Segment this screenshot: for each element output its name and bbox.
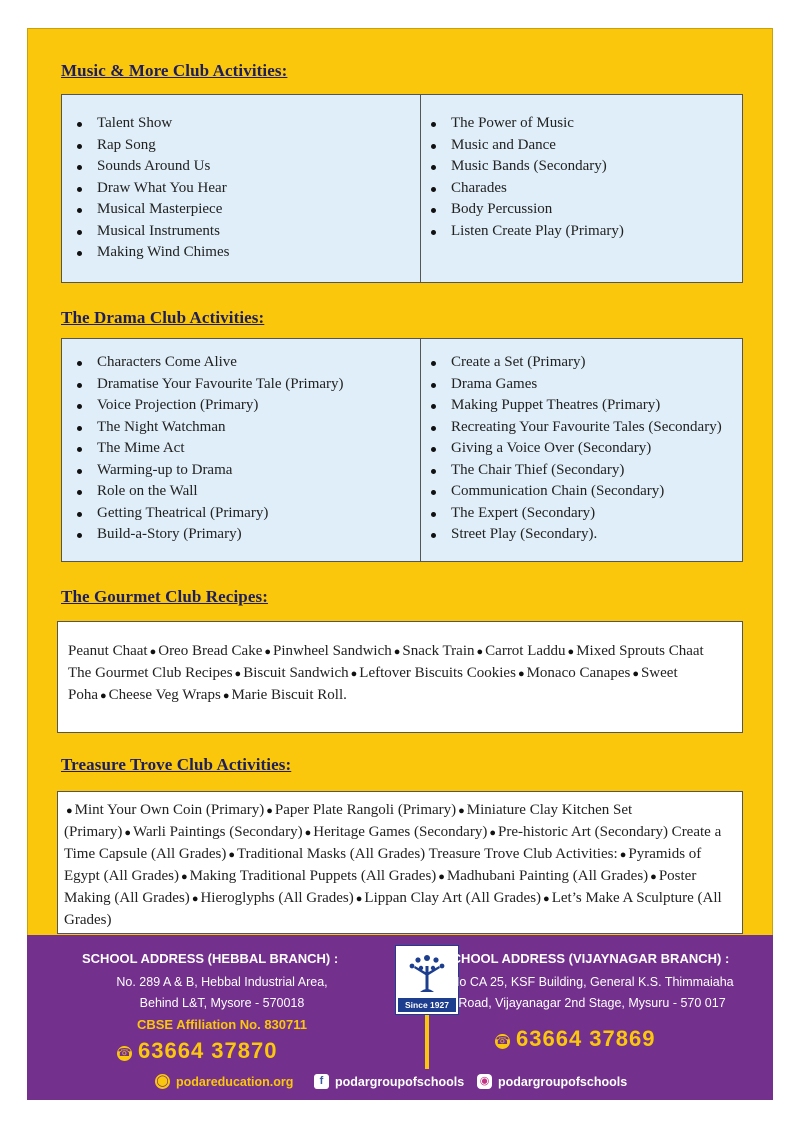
cbse-affiliation: CBSE Affiliation No. 830711 [136,1017,307,1032]
gourmet-box [57,621,743,733]
list-item: Music and Dance [429,135,624,157]
inline-item: Poster Making (All Grades) [64,868,697,906]
inline-item: Mint Your Own Coin (Primary) [74,802,265,818]
website-link[interactable] [155,1073,293,1091]
instagram-text: podargroupofschools [498,1075,628,1089]
list-item: The Chair Thief (Secondary) [429,460,722,482]
inline-item: Marie Biscuit Roll. [231,687,347,703]
bullet-separator: ● [619,849,627,861]
bullet-separator: ● [632,668,639,680]
inline-item: Paper Plate Rangoli (Primary) [274,802,457,818]
inline-item: Sweet Poha [68,665,678,703]
globe-icon: ◯ [156,1075,169,1088]
list-item: Body Percussion [429,199,624,221]
list-item: Create a Set (Primary) [429,352,722,374]
inline-item: Pyramids of Egypt (All Grades) [64,846,702,884]
bullet-separator: ● [304,827,312,839]
bullet-separator: ● [180,871,188,883]
vijaynagar-phone: 63664 37869 [516,1026,656,1051]
inline-item: Warli Paintings (Secondary) [132,824,303,840]
hebbal-address-heading: SCHOOL ADDRESS (HEBBAL BRANCH) : [82,951,339,966]
bullet-separator: ● [222,690,230,702]
music-right-list [429,113,624,242]
logo-stem [425,1015,429,1069]
music-divider [420,94,421,283]
inline-item: Oreo Bread Cake [158,643,263,659]
drama-right-list [429,352,722,546]
inline-item: Making Traditional Puppets (All Grades) [189,868,437,884]
bullet-separator: ● [438,871,445,883]
phone-icon: ☎ [117,1047,132,1060]
list-item: Characters Come Alive [75,352,344,374]
gourmet-section-title: The Gourmet Club Recipes: [61,587,268,606]
list-item: The Mime Act [75,438,344,460]
bullet-separator: ● [266,805,273,817]
inline-item: Miniature Clay Kitchen Set (Primary) [64,802,633,840]
music-box [61,94,743,283]
since-badge: Since 1927 [398,998,456,1012]
vijaynagar-phone-row[interactable] [495,1026,655,1052]
bullet-separator: ● [393,646,401,658]
instagram-link[interactable] [477,1073,627,1091]
inline-item: Mixed Sprouts Chaat The Gourmet Club Recipes [68,643,704,681]
inline-item: Cheese Veg Wraps [108,687,221,703]
list-item: Musical Instruments [75,221,229,243]
drama-divider [420,338,421,562]
bullet-separator: ● [264,646,272,658]
website-text: podareducation.org [176,1075,294,1089]
list-item: The Power of Music [429,113,624,135]
facebook-link[interactable] [314,1073,464,1091]
list-item: Warming-up to Drama [75,460,344,482]
bullet-separator: ● [66,805,73,817]
bullet-separator: ● [149,646,157,658]
list-item: Musical Masterpiece [75,199,229,221]
bullet-separator: ● [650,871,657,883]
footer [27,935,773,1100]
vijaynagar-address-line2: Road, Vijayanagar 2nd Stage, Mysuru - 570 017 [458,996,726,1010]
list-item: Sounds Around Us [75,156,229,178]
bullet-separator: ● [191,893,199,905]
list-item: Dramatise Your Favourite Tale (Primary) [75,374,344,396]
list-item: Recreating Your Favourite Tales (Secondary) [429,417,722,439]
list-item: The Expert (Secondary) [429,503,722,525]
music-section-title: Music & More Club Activities: [61,61,288,80]
bullet-separator: ● [228,849,235,861]
list-item: Drama Games [429,374,722,396]
list-item: Making Wind Chimes [75,242,229,264]
list-item: Street Play (Secondary). [429,524,722,546]
bullet-separator: ● [476,646,484,658]
list-item: Getting Theatrical (Primary) [75,503,344,525]
list-item: Rap Song [75,135,229,157]
hebbal-phone-row[interactable] [117,1038,277,1064]
inline-item: Snack Train [402,643,475,659]
inline-item: Biscuit Sandwich [243,665,349,681]
bullet-separator: ● [517,668,525,680]
instagram-icon: ◉ [477,1074,492,1089]
bullet-separator: ● [100,690,107,702]
inline-item: Heritage Games (Secondary) [313,824,488,840]
inline-item: Leftover Biscuits Cookies [359,665,516,681]
inline-item: Let’s Make A Sculpture (All Grades) [64,890,722,928]
music-left-list [75,113,229,264]
bullet-separator: ● [489,827,496,839]
inline-item: Pre-historic Art (Secondary) Create a Time Capsule (All Grades) [64,824,722,862]
hebbal-phone: 63664 37870 [138,1038,278,1063]
list-item: Music Bands (Secondary) [429,156,624,178]
hebbal-address-line2: Behind L&T, Mysore - 570018 [139,996,305,1010]
inline-item: Carrot Laddu [485,643,566,659]
list-item: Communication Chain (Secondary) [429,481,722,503]
inline-item: Peanut Chaat [68,643,148,659]
list-item: The Night Watchman [75,417,344,439]
inline-item: Lippan Clay Art (All Grades) [364,890,542,906]
inline-item: Madhubani Painting (All Grades) [446,868,649,884]
bullet-separator: ● [350,668,358,680]
drama-section-title: The Drama Club Activities: [61,308,265,327]
inline-item: Hieroglyphs (All Grades) [200,890,354,906]
list-item: Charades [429,178,624,200]
inline-item: Traditional Masks (All Grades) Treasure Trove Club Activities: [237,846,618,862]
list-item: Build-a-Story (Primary) [75,524,344,546]
facebook-icon: f [314,1074,329,1089]
gourmet-recipe-list [68,641,728,707]
list-item: Role on the Wall [75,481,344,503]
list-item: Draw What You Hear [75,178,229,200]
facebook-text: podargroupofschools [335,1075,465,1089]
bullet-separator: ● [567,646,575,658]
treasure-section-title: Treasure Trove Club Activities: [61,755,292,774]
bullet-separator: ● [234,668,242,680]
drama-box [61,338,743,562]
vijaynagar-address-heading: SCHOOL ADDRESS (VIJAYNAGAR BRANCH) : [443,951,730,966]
bullet-separator: ● [124,827,131,839]
phone-icon: ☎ [495,1035,510,1048]
bullet-separator: ● [355,893,363,905]
list-item: Listen Create Play (Primary) [429,221,624,243]
drama-left-list [75,352,344,546]
bullet-separator: ● [458,805,465,817]
list-item: Giving a Voice Over (Secondary) [429,438,722,460]
vijaynagar-address-line1: No CA 25, KSF Building, General K.S. Thimmaiaha [450,975,734,989]
hebbal-address-line1: No. 289 A & B, Hebbal Industrial Area, [116,975,328,989]
list-item: Talent Show [75,113,229,135]
treasure-box [57,791,743,934]
list-item: Voice Projection (Primary) [75,395,344,417]
inline-item: Monaco Canapes [526,665,631,681]
inline-item: Pinwheel Sandwich [273,643,392,659]
list-item: Making Puppet Theatres (Primary) [429,395,722,417]
bullet-separator: ● [543,893,550,905]
treasure-activity-list [64,800,734,931]
